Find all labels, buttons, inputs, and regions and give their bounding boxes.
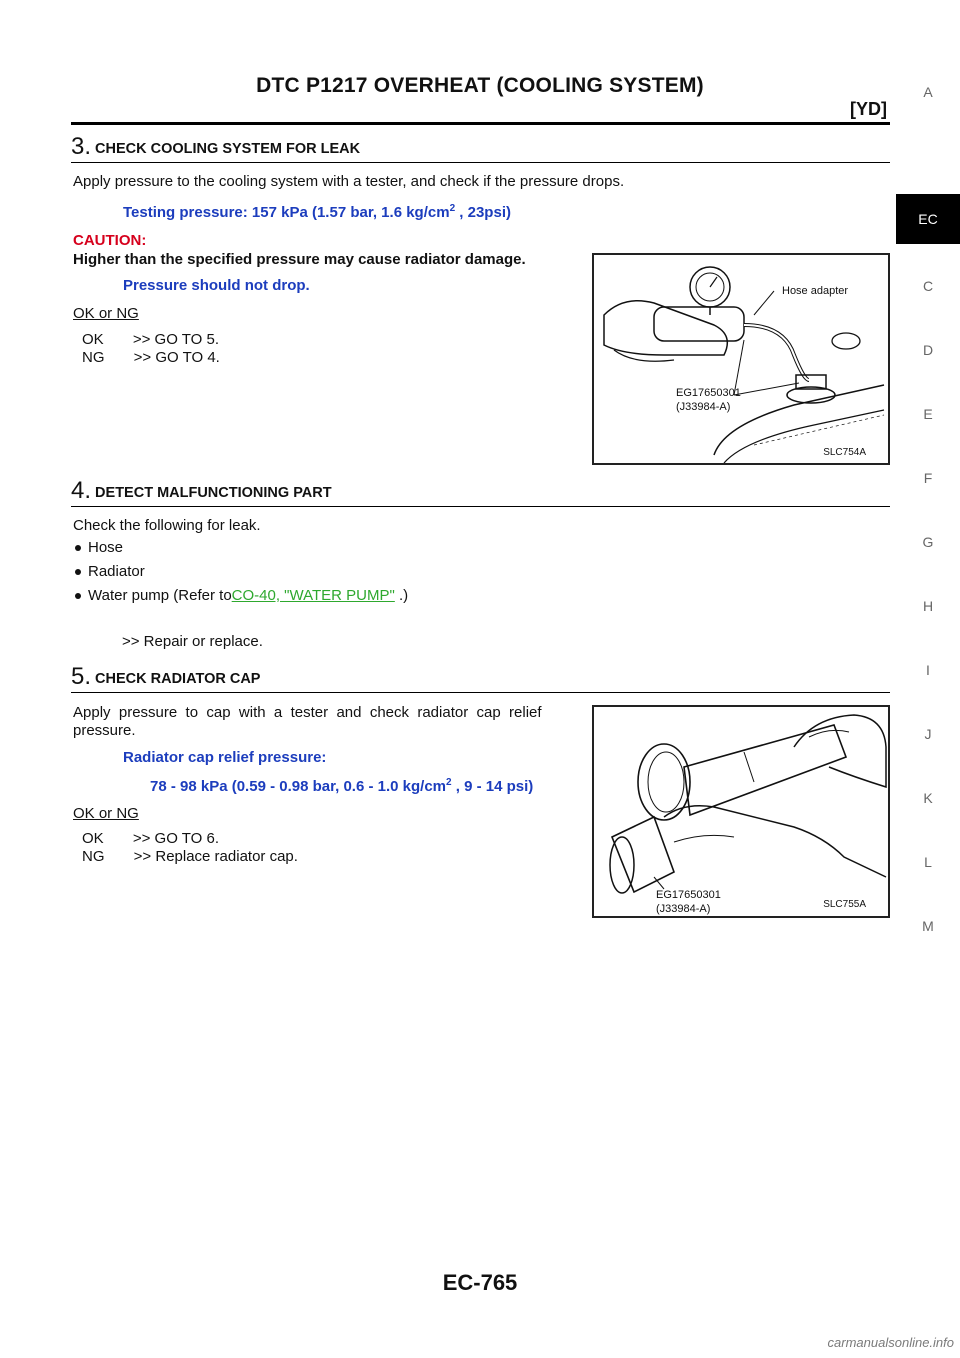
- step-5-heading: [71, 663, 260, 691]
- footer-watermark: carmanualsonline.info: [827, 1335, 954, 1350]
- tool-number-label: EG17650301: [656, 889, 721, 901]
- step-5-text: Apply pressure to cap with a tester and check radiator cap relief: [73, 704, 542, 721]
- ok-option[interactable]: OK >> GO TO 5.: [82, 331, 219, 348]
- step-4-heading: [71, 477, 332, 505]
- water-pump-link[interactable]: CO-40, "WATER PUMP": [231, 587, 395, 604]
- ok-or-ng-label: OK or NG: [73, 305, 139, 322]
- figure-radiator-cap-test: [592, 705, 890, 918]
- spec-text: 78 - 98 kPa (0.59 - 0.98 bar, 0.6 - 1.0 kg/cm: [150, 778, 447, 795]
- testing-pressure-spec: [123, 203, 511, 221]
- caution-text: Higher than the specified pressure may cause radiator damage.: [73, 251, 526, 268]
- side-tab-m[interactable]: M: [922, 918, 934, 934]
- list-item-text: Water pump (Refer to: [88, 587, 232, 604]
- spec-text-end: , 23psi): [455, 204, 511, 221]
- relief-pressure-label: Radiator cap relief pressure:: [123, 749, 327, 766]
- step-rule: [71, 162, 890, 163]
- side-tab-h[interactable]: H: [922, 598, 934, 614]
- side-tab-e[interactable]: E: [923, 406, 933, 422]
- side-tab-ec[interactable]: EC: [896, 194, 960, 244]
- tool-number-label: EG17650301: [676, 387, 741, 399]
- side-tab-c[interactable]: C: [922, 278, 934, 294]
- list-item: Radiator: [88, 563, 145, 580]
- step-4-text: Check the following for leak.: [73, 517, 261, 534]
- side-tab-f[interactable]: F: [923, 470, 933, 486]
- header-rule: [71, 122, 890, 125]
- side-tab-l[interactable]: L: [924, 854, 932, 870]
- step-title: DETECT MALFUNCTIONING PART: [95, 485, 332, 501]
- spec-sup: 2: [449, 203, 456, 214]
- ng-option[interactable]: NG >> Replace radiator cap.: [82, 848, 298, 865]
- figure-code: SLC755A: [823, 899, 866, 910]
- relief-pressure-spec: [150, 777, 533, 795]
- step-rule: [71, 506, 890, 507]
- step-3-heading: [71, 133, 360, 161]
- step-number: 4.: [71, 477, 92, 504]
- cap-tester-illustration: [594, 707, 888, 916]
- side-tab-i[interactable]: I: [926, 662, 930, 678]
- page-number: EC-765: [442, 1270, 518, 1295]
- tool-code-label: (J33984-A): [676, 401, 731, 413]
- page-subtitle: [YD]: [850, 99, 887, 119]
- figure-pressure-tester: [592, 253, 890, 465]
- side-tab-j[interactable]: J: [924, 726, 932, 742]
- list-item: [88, 587, 408, 604]
- tool-code-label: (J33984-A): [656, 903, 711, 915]
- step-5-text-cont: pressure.: [73, 722, 136, 739]
- step-3-text: Apply pressure to the cooling system with a tester, and check if the pressure drops.: [73, 173, 625, 190]
- hose-adapter-label: Hose adapter: [782, 285, 849, 297]
- side-tab-k[interactable]: K: [923, 790, 933, 806]
- step-rule: [71, 692, 890, 693]
- spec-text-end: , 9 - 14 psi): [451, 778, 534, 795]
- side-tab-a[interactable]: A: [923, 84, 933, 100]
- step-4-action[interactable]: >> Repair or replace.: [122, 633, 263, 650]
- ok-or-ng-label: OK or NG: [73, 805, 139, 822]
- spec-sup: 2: [446, 777, 452, 788]
- step-title: CHECK RADIATOR CAP: [95, 671, 261, 687]
- ok-option[interactable]: OK >> GO TO 6.: [82, 830, 219, 847]
- caution-label: CAUTION:: [73, 232, 147, 249]
- expected-result: Pressure should not drop.: [123, 277, 310, 294]
- list-item: Hose: [88, 539, 124, 556]
- list-item-text-end: .): [394, 587, 409, 604]
- side-tab-g[interactable]: G: [922, 534, 934, 550]
- step-title: CHECK COOLING SYSTEM FOR LEAK: [95, 141, 361, 157]
- spec-text: Testing pressure: 157 kPa (1.57 bar, 1.6 kg/cm: [123, 204, 450, 221]
- step-number: 3.: [71, 133, 92, 160]
- side-tab-d[interactable]: D: [922, 342, 934, 358]
- ng-option[interactable]: NG >> GO TO 4.: [82, 349, 220, 366]
- step-number: 5.: [71, 663, 92, 690]
- page-title: DTC P1217 OVERHEAT (COOLING SYSTEM): [256, 74, 704, 97]
- figure-code: SLC754A: [823, 447, 866, 458]
